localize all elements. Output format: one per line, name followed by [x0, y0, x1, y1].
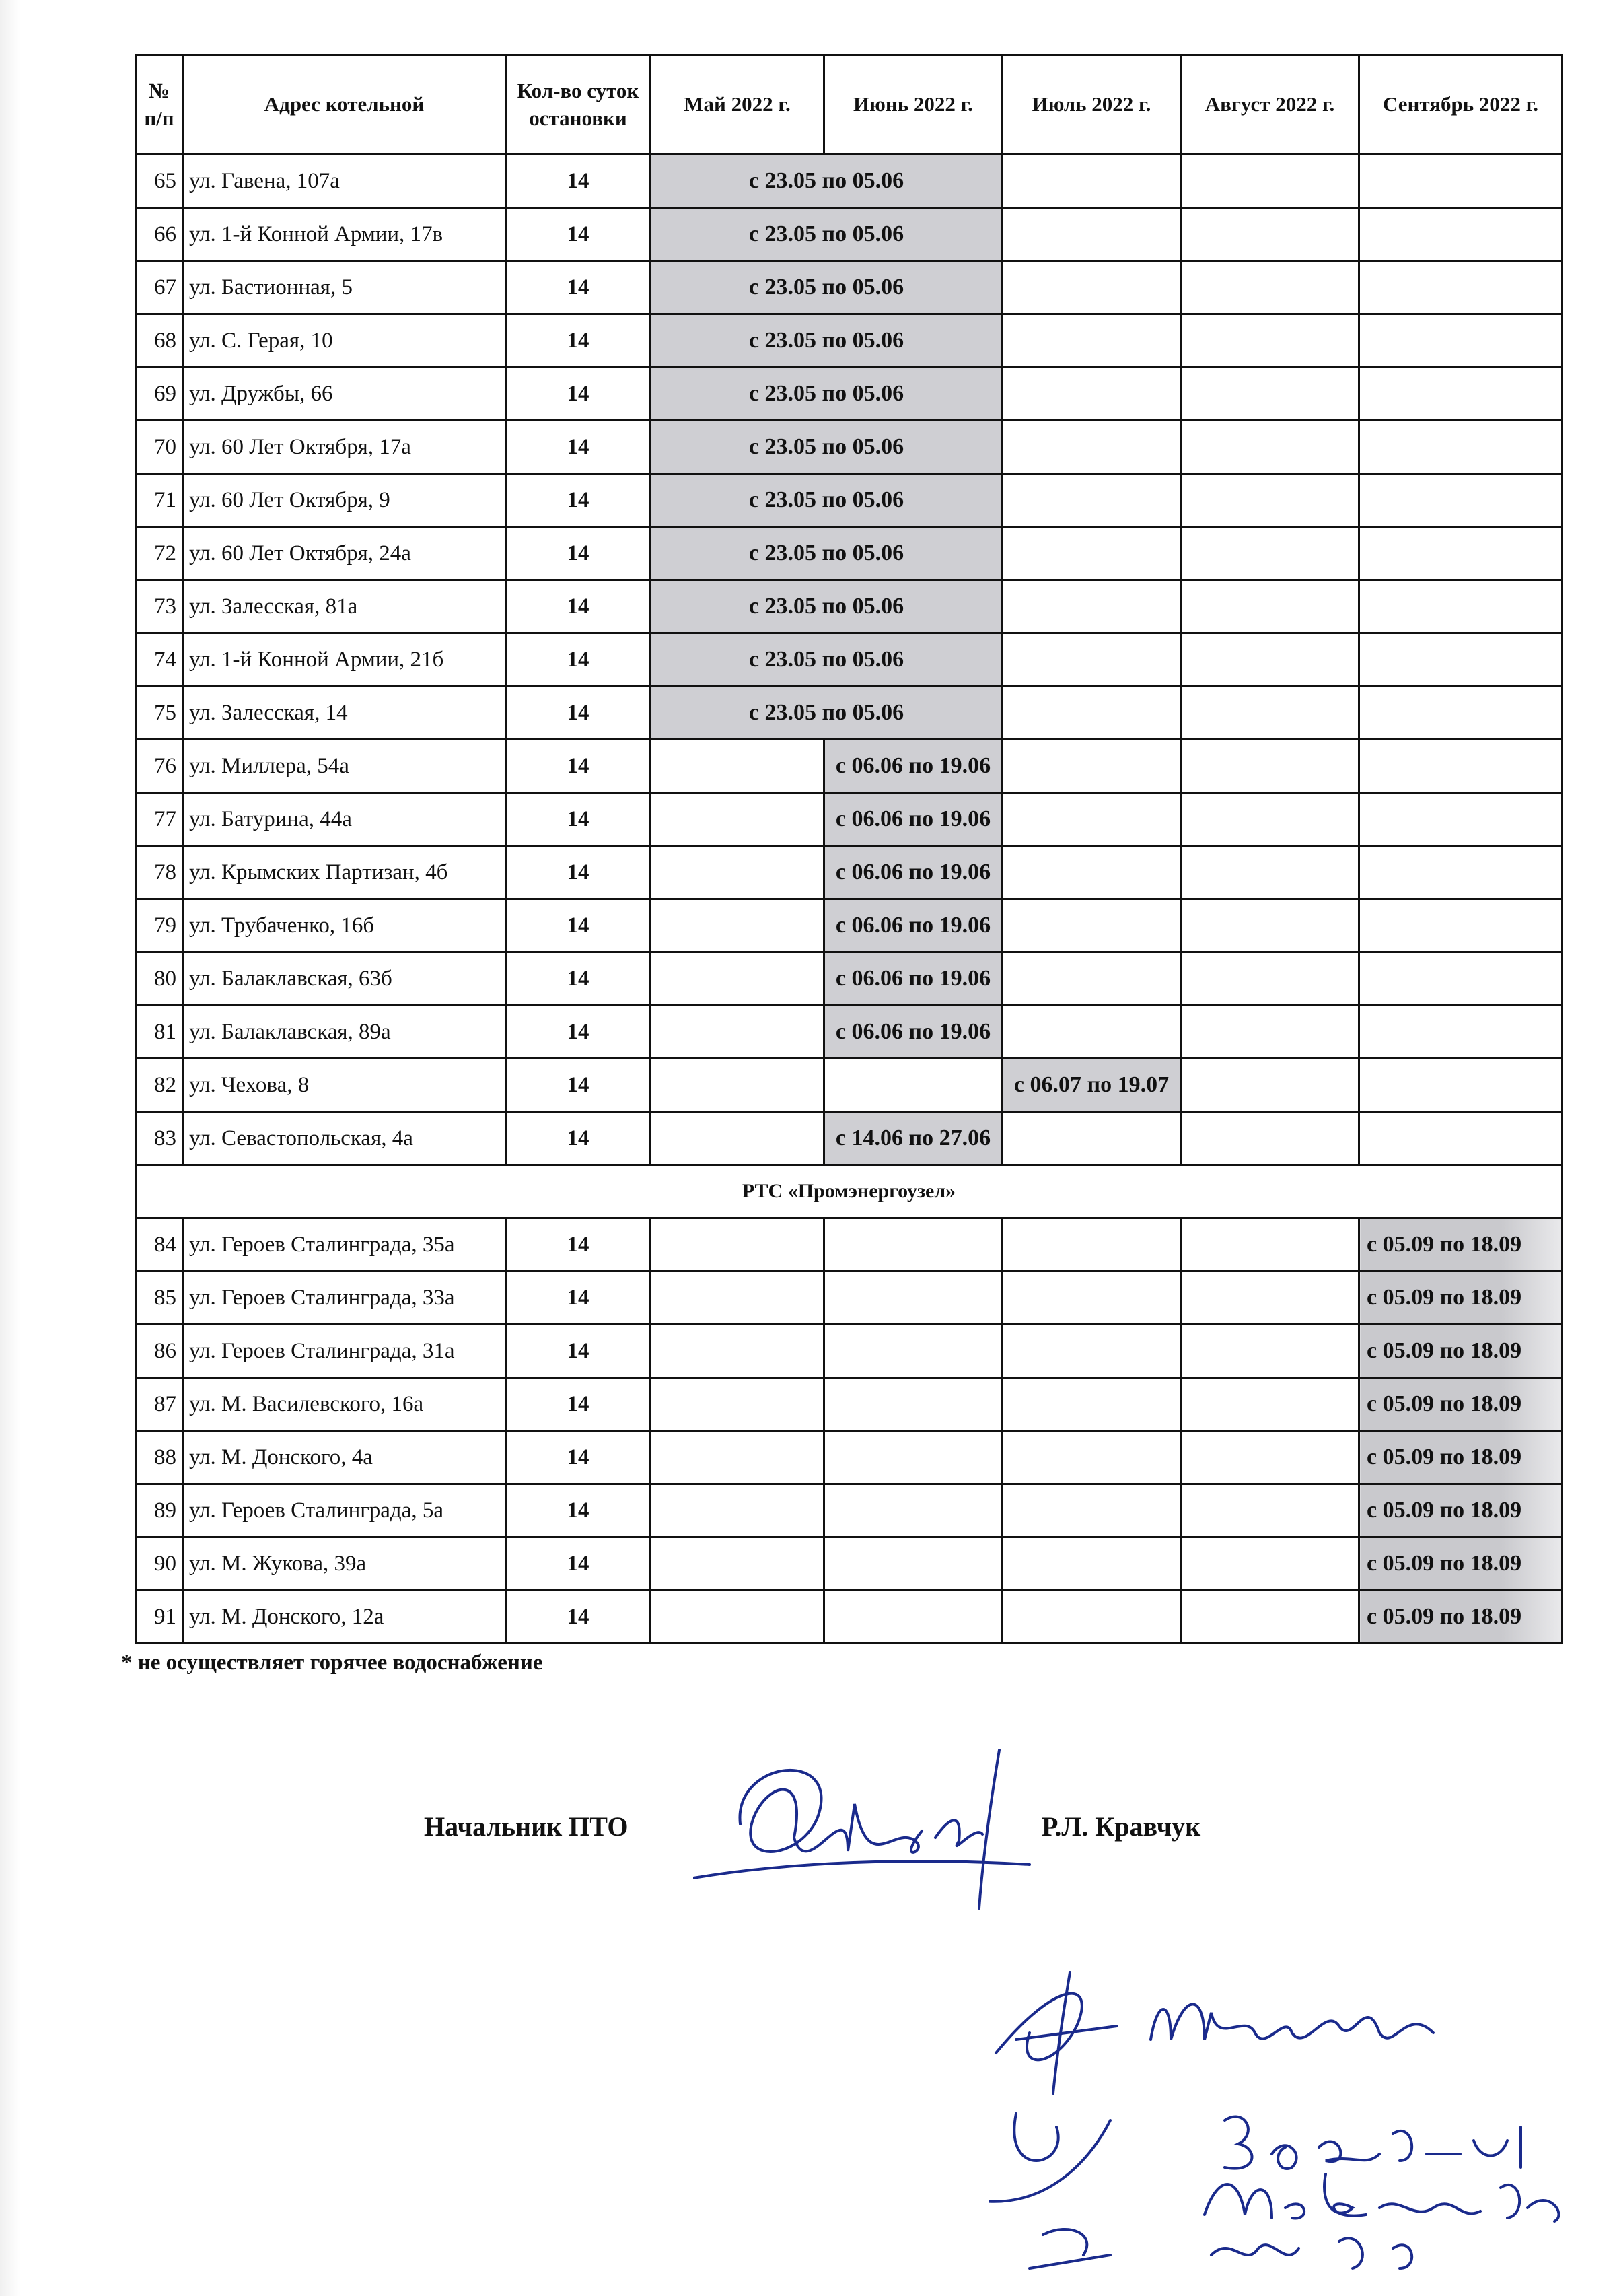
shutdown-days: 14: [506, 899, 651, 952]
empty-cell: [651, 1006, 824, 1059]
empty-cell: [651, 1591, 824, 1644]
row-number: 85: [136, 1272, 183, 1325]
empty-cell: [1003, 1325, 1181, 1378]
empty-cell: [1181, 633, 1359, 687]
empty-cell: [1181, 793, 1359, 846]
empty-cell: [824, 1218, 1003, 1272]
row-number: 86: [136, 1325, 183, 1378]
header-address: Адрес котельной: [183, 55, 506, 155]
table-row: [136, 580, 1563, 633]
boiler-address: ул. Бастионная, 5: [183, 261, 506, 314]
empty-cell: [1181, 314, 1359, 368]
shutdown-days: 14: [506, 740, 651, 793]
signature-kravchuk: [693, 1723, 1043, 1925]
boiler-address: ул. С. Герая, 10: [183, 314, 506, 368]
empty-cell: [1181, 208, 1359, 261]
empty-cell: [651, 740, 824, 793]
table-row: [136, 261, 1563, 314]
shutdown-period: с 06.06 по 19.06: [824, 846, 1003, 899]
boiler-address: ул. Гавена, 107а: [183, 155, 506, 208]
empty-cell: [1181, 1591, 1359, 1644]
empty-cell: [1003, 1378, 1181, 1431]
table-row: [136, 1484, 1563, 1537]
empty-cell: [1181, 740, 1359, 793]
shutdown-period: с 23.05 по 05.06: [651, 633, 1003, 687]
empty-cell: [824, 1431, 1003, 1484]
shutdown-days: 14: [506, 527, 651, 580]
empty-cell: [1003, 1006, 1181, 1059]
shutdown-period: с 23.05 по 05.06: [651, 261, 1003, 314]
boiler-address: ул. 60 Лет Октября, 9: [183, 474, 506, 527]
shutdown-days: 14: [506, 1112, 651, 1165]
table-row: [136, 1272, 1563, 1325]
row-number: 66: [136, 208, 183, 261]
empty-cell: [1359, 1112, 1563, 1165]
empty-cell: [1359, 846, 1563, 899]
empty-cell: [1181, 1218, 1359, 1272]
shutdown-days: 14: [506, 1006, 651, 1059]
shutdown-days: 14: [506, 793, 651, 846]
empty-cell: [1181, 1484, 1359, 1537]
table-row: [136, 208, 1563, 261]
header-days: Кол-во суток остановки: [506, 55, 651, 155]
empty-cell: [651, 1059, 824, 1112]
table-row: [136, 1378, 1563, 1431]
table-row: [136, 1006, 1563, 1059]
schedule-table: [135, 54, 1563, 1644]
shutdown-days: 14: [506, 421, 651, 474]
shutdown-days: 14: [506, 1325, 651, 1378]
shutdown-period: с 14.06 по 27.06: [824, 1112, 1003, 1165]
boiler-address: ул. М. Донского, 12а: [183, 1591, 506, 1644]
shutdown-days: 14: [506, 687, 651, 740]
shutdown-days: 14: [506, 1059, 651, 1112]
empty-cell: [651, 1112, 824, 1165]
table-row: [136, 1112, 1563, 1165]
shutdown-period: с 05.09 по 18.09: [1359, 1325, 1563, 1378]
empty-cell: [1359, 261, 1563, 314]
table-row: [136, 155, 1563, 208]
shutdown-days: 14: [506, 155, 651, 208]
row-number: 78: [136, 846, 183, 899]
empty-cell: [1359, 314, 1563, 368]
empty-cell: [1359, 421, 1563, 474]
empty-cell: [1181, 1006, 1359, 1059]
empty-cell: [1003, 580, 1181, 633]
table-row: [136, 899, 1563, 952]
empty-cell: [1181, 474, 1359, 527]
shutdown-days: 14: [506, 1484, 651, 1537]
shutdown-period: с 05.09 по 18.09: [1359, 1431, 1563, 1484]
empty-cell: [1359, 633, 1563, 687]
row-number: 69: [136, 368, 183, 421]
shutdown-days: 14: [506, 1272, 651, 1325]
table-row: [136, 1218, 1563, 1272]
empty-cell: [1003, 421, 1181, 474]
boiler-address: ул. 1-й Конной Армии, 17в: [183, 208, 506, 261]
empty-cell: [1003, 1218, 1181, 1272]
empty-cell: [651, 1272, 824, 1325]
empty-cell: [1003, 368, 1181, 421]
boiler-address: ул. Героев Сталинграда, 33а: [183, 1272, 506, 1325]
shutdown-days: 14: [506, 208, 651, 261]
table-row: [136, 793, 1563, 846]
boiler-address: ул. Крымских Партизан, 4б: [183, 846, 506, 899]
empty-cell: [1181, 687, 1359, 740]
empty-cell: [1359, 899, 1563, 952]
header-row: [136, 55, 1563, 155]
empty-cell: [1359, 793, 1563, 846]
row-number: 80: [136, 952, 183, 1006]
shutdown-period: с 23.05 по 05.06: [651, 474, 1003, 527]
empty-cell: [651, 846, 824, 899]
row-number: 91: [136, 1591, 183, 1644]
shutdown-period: с 05.09 по 18.09: [1359, 1378, 1563, 1431]
shutdown-days: 14: [506, 1591, 651, 1644]
header-june: Июнь 2022 г.: [824, 55, 1003, 155]
shutdown-period: с 06.06 по 19.06: [824, 740, 1003, 793]
table-row: [136, 474, 1563, 527]
shutdown-days: 14: [506, 368, 651, 421]
boiler-address: ул. Дружбы, 66: [183, 368, 506, 421]
empty-cell: [1181, 527, 1359, 580]
empty-cell: [651, 1378, 824, 1431]
signer-name: Р.Л. Кравчук: [1042, 1811, 1201, 1842]
empty-cell: [1003, 740, 1181, 793]
boiler-address: ул. Миллера, 54а: [183, 740, 506, 793]
boiler-address: ул. Героев Сталинграда, 31а: [183, 1325, 506, 1378]
table-row: [136, 1537, 1563, 1591]
shutdown-period: с 06.06 по 19.06: [824, 899, 1003, 952]
empty-cell: [824, 1059, 1003, 1112]
row-number: 88: [136, 1431, 183, 1484]
empty-cell: [1181, 580, 1359, 633]
row-number: 68: [136, 314, 183, 368]
shutdown-period: с 05.09 по 18.09: [1359, 1218, 1563, 1272]
empty-cell: [824, 1325, 1003, 1378]
empty-cell: [1181, 899, 1359, 952]
shutdown-days: 14: [506, 314, 651, 368]
empty-cell: [1359, 687, 1563, 740]
table-row: [136, 421, 1563, 474]
row-number: 79: [136, 899, 183, 952]
empty-cell: [1003, 1272, 1181, 1325]
shutdown-period: с 23.05 по 05.06: [651, 687, 1003, 740]
shutdown-period: с 06.06 по 19.06: [824, 793, 1003, 846]
shutdown-period: с 06.07 по 19.07: [1003, 1059, 1181, 1112]
empty-cell: [1181, 155, 1359, 208]
header-may: Май 2022 г.: [651, 55, 824, 155]
shutdown-period: с 23.05 по 05.06: [651, 580, 1003, 633]
empty-cell: [651, 1325, 824, 1378]
empty-cell: [1181, 846, 1359, 899]
empty-cell: [651, 793, 824, 846]
shutdown-period: с 05.09 по 18.09: [1359, 1591, 1563, 1644]
empty-cell: [1181, 261, 1359, 314]
shutdown-days: 14: [506, 474, 651, 527]
boiler-address: ул. Батурина, 44а: [183, 793, 506, 846]
empty-cell: [1003, 1591, 1181, 1644]
row-number: 76: [136, 740, 183, 793]
row-number: 77: [136, 793, 183, 846]
shutdown-period: с 23.05 по 05.06: [651, 527, 1003, 580]
shutdown-days: 14: [506, 1537, 651, 1591]
empty-cell: [1003, 1484, 1181, 1537]
empty-cell: [651, 1431, 824, 1484]
section-row: [136, 1165, 1563, 1218]
table-row: [136, 633, 1563, 687]
empty-cell: [1181, 1378, 1359, 1431]
shutdown-period: с 06.06 по 19.06: [824, 952, 1003, 1006]
empty-cell: [1359, 740, 1563, 793]
boiler-address: ул. Балаклавская, 63б: [183, 952, 506, 1006]
boiler-address: ул. Героев Сталинграда, 35а: [183, 1218, 506, 1272]
table-row: [136, 368, 1563, 421]
row-number: 82: [136, 1059, 183, 1112]
boiler-address: ул. Трубаченко, 16б: [183, 899, 506, 952]
table-row: [136, 1431, 1563, 1484]
shutdown-days: 14: [506, 633, 651, 687]
table-row: [136, 1591, 1563, 1644]
shutdown-days: 14: [506, 1378, 651, 1431]
empty-cell: [1003, 899, 1181, 952]
empty-cell: [1359, 580, 1563, 633]
table-row: [136, 952, 1563, 1006]
table-row: [136, 687, 1563, 740]
empty-cell: [651, 899, 824, 952]
boiler-address: ул. М. Жукова, 39а: [183, 1537, 506, 1591]
row-number: 87: [136, 1378, 183, 1431]
shutdown-days: 14: [506, 261, 651, 314]
row-number: 89: [136, 1484, 183, 1537]
row-number: 74: [136, 633, 183, 687]
boiler-address: ул. Чехова, 8: [183, 1059, 506, 1112]
boiler-address: ул. 60 Лет Октября, 24а: [183, 527, 506, 580]
empty-cell: [1181, 1112, 1359, 1165]
row-number: 84: [136, 1218, 183, 1272]
empty-cell: [1359, 527, 1563, 580]
empty-cell: [824, 1272, 1003, 1325]
shutdown-days: 14: [506, 1431, 651, 1484]
header-num: № п/п: [136, 55, 183, 155]
table-row: [136, 1059, 1563, 1112]
shutdown-period: с 05.09 по 18.09: [1359, 1272, 1563, 1325]
header-august: Август 2022 г.: [1181, 55, 1359, 155]
table-row: [136, 527, 1563, 580]
empty-cell: [1181, 368, 1359, 421]
empty-cell: [1003, 793, 1181, 846]
empty-cell: [1003, 314, 1181, 368]
header-july: Июль 2022 г.: [1003, 55, 1181, 155]
shutdown-period: с 05.09 по 18.09: [1359, 1484, 1563, 1537]
shutdown-period: с 23.05 по 05.06: [651, 208, 1003, 261]
table-row: [136, 846, 1563, 899]
empty-cell: [1003, 474, 1181, 527]
section-title: РТС «Промэнергоузел»: [136, 1165, 1563, 1218]
boiler-address: ул. М. Василевского, 16а: [183, 1378, 506, 1431]
empty-cell: [1003, 633, 1181, 687]
empty-cell: [824, 1591, 1003, 1644]
empty-cell: [1181, 421, 1359, 474]
footnote: * не осуществляет горячее водоснабжение: [121, 1650, 543, 1675]
empty-cell: [651, 1537, 824, 1591]
signer-position: Начальник ПТО: [424, 1811, 629, 1842]
empty-cell: [1003, 1112, 1181, 1165]
empty-cell: [651, 1218, 824, 1272]
empty-cell: [1003, 1537, 1181, 1591]
empty-cell: [651, 1484, 824, 1537]
empty-cell: [1181, 952, 1359, 1006]
row-number: 90: [136, 1537, 183, 1591]
shutdown-period: с 23.05 по 05.06: [651, 314, 1003, 368]
boiler-address: ул. Севастопольская, 4а: [183, 1112, 506, 1165]
empty-cell: [1181, 1325, 1359, 1378]
empty-cell: [824, 1537, 1003, 1591]
empty-cell: [651, 952, 824, 1006]
header-september: Сентябрь 2022 г.: [1359, 55, 1563, 155]
boiler-address: ул. 60 Лет Октября, 17а: [183, 421, 506, 474]
boiler-address: ул. Залесская, 81а: [183, 580, 506, 633]
row-number: 83: [136, 1112, 183, 1165]
shutdown-period: с 06.06 по 19.06: [824, 1006, 1003, 1059]
shutdown-days: 14: [506, 846, 651, 899]
empty-cell: [1181, 1431, 1359, 1484]
row-number: 75: [136, 687, 183, 740]
handwritten-approvals: [989, 1952, 1595, 2289]
empty-cell: [1359, 155, 1563, 208]
row-number: 81: [136, 1006, 183, 1059]
table-row: [136, 314, 1563, 368]
shutdown-days: 14: [506, 580, 651, 633]
empty-cell: [1359, 1059, 1563, 1112]
empty-cell: [1359, 1006, 1563, 1059]
row-number: 67: [136, 261, 183, 314]
empty-cell: [1181, 1537, 1359, 1591]
empty-cell: [1181, 1272, 1359, 1325]
empty-cell: [1359, 474, 1563, 527]
empty-cell: [1003, 846, 1181, 899]
empty-cell: [1359, 208, 1563, 261]
empty-cell: [1003, 527, 1181, 580]
empty-cell: [1003, 1431, 1181, 1484]
table-row: [136, 1325, 1563, 1378]
empty-cell: [1003, 261, 1181, 314]
shutdown-days: 14: [506, 1218, 651, 1272]
shutdown-period: с 23.05 по 05.06: [651, 155, 1003, 208]
shutdown-period: с 23.05 по 05.06: [651, 421, 1003, 474]
empty-cell: [1359, 952, 1563, 1006]
row-number: 65: [136, 155, 183, 208]
boiler-address: ул. М. Донского, 4а: [183, 1431, 506, 1484]
boiler-address: ул. 1-й Конной Армии, 21б: [183, 633, 506, 687]
empty-cell: [1003, 208, 1181, 261]
boiler-address: ул. Залесская, 14: [183, 687, 506, 740]
row-number: 73: [136, 580, 183, 633]
row-number: 70: [136, 421, 183, 474]
row-number: 72: [136, 527, 183, 580]
row-number: 71: [136, 474, 183, 527]
empty-cell: [824, 1378, 1003, 1431]
empty-cell: [1003, 687, 1181, 740]
empty-cell: [1181, 1059, 1359, 1112]
shutdown-period: с 05.09 по 18.09: [1359, 1537, 1563, 1591]
empty-cell: [1003, 155, 1181, 208]
boiler-address: ул. Балаклавская, 89а: [183, 1006, 506, 1059]
shutdown-days: 14: [506, 952, 651, 1006]
empty-cell: [1359, 368, 1563, 421]
table-row: [136, 740, 1563, 793]
scan-edge: [0, 0, 20, 2296]
shutdown-period: с 23.05 по 05.06: [651, 368, 1003, 421]
empty-cell: [1003, 952, 1181, 1006]
empty-cell: [824, 1484, 1003, 1537]
boiler-address: ул. Героев Сталинграда, 5а: [183, 1484, 506, 1537]
